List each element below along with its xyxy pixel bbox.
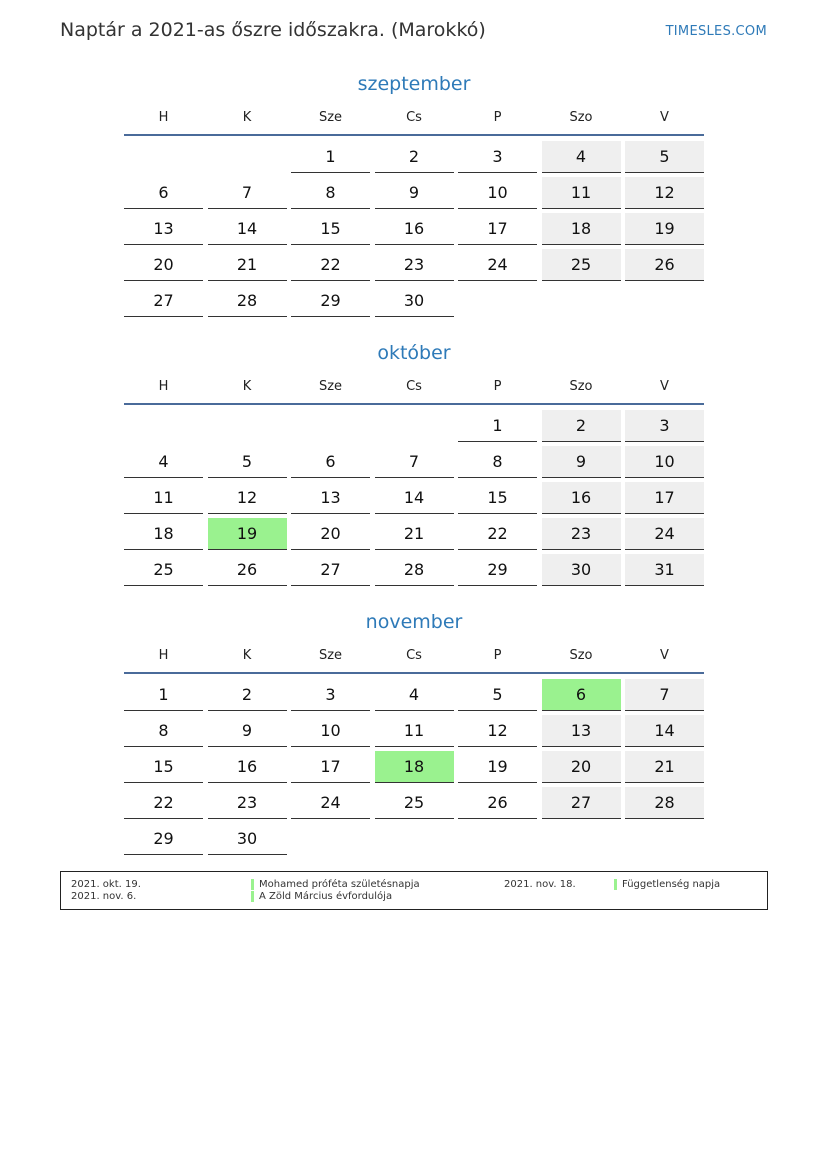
week-row (124, 285, 704, 317)
weekday-header (124, 108, 704, 136)
weekday-header (124, 646, 704, 674)
weekend-day-cell: 18 (542, 213, 621, 245)
weekend-day-cell: 14 (625, 715, 704, 747)
weekend-day-cell: 25 (542, 249, 621, 281)
day-cell: 12 (458, 715, 537, 747)
legend-entry (71, 891, 751, 903)
weekend-day-cell: 27 (542, 787, 621, 819)
month-calendar (124, 608, 704, 859)
day-cell: 8 (291, 177, 370, 209)
empty-day-cell (542, 823, 621, 855)
day-cell: 1 (291, 141, 370, 173)
page-title: Naptár a 2021-as őszre időszakra. (Marokkó) (60, 19, 486, 41)
weekday-label: H (158, 110, 169, 125)
empty-day-cell (375, 823, 454, 855)
weekday-label: Szo (569, 110, 593, 125)
day-cell: 3 (291, 679, 370, 711)
day-cell: 16 (375, 213, 454, 245)
weekday-label: V (660, 379, 669, 394)
weekday-label: V (660, 648, 669, 663)
weekend-day-cell: 19 (625, 213, 704, 245)
weekend-day-cell: 31 (625, 554, 704, 586)
weekend-day-cell: 24 (625, 518, 704, 550)
day-cell: 10 (458, 177, 537, 209)
day-cell: 17 (291, 751, 370, 783)
week-row (124, 823, 704, 855)
weekday-label: K (242, 110, 252, 125)
week-row (124, 679, 704, 711)
day-cell: 20 (291, 518, 370, 550)
weekend-day-cell: 13 (542, 715, 621, 747)
day-cell: 13 (124, 213, 203, 245)
month-title: október (377, 342, 451, 364)
legend-holiday-name: A Zöld Március évfordulója (259, 891, 393, 902)
day-cell: 14 (208, 213, 287, 245)
weekend-day-cell: 2 (542, 410, 621, 442)
day-cell: 5 (208, 446, 287, 478)
week-row (124, 177, 704, 209)
day-cell: 15 (291, 213, 370, 245)
weekend-day-cell: 21 (625, 751, 704, 783)
day-cell: 17 (458, 213, 537, 245)
week-row (124, 751, 704, 783)
weekday-label: Szo (569, 379, 593, 394)
weekday-label: K (242, 648, 252, 663)
weekday-label: V (660, 110, 669, 125)
weekend-day-cell: 17 (625, 482, 704, 514)
day-cell: 28 (208, 285, 287, 317)
weekday-header (124, 377, 704, 405)
weekend-day-cell: 10 (625, 446, 704, 478)
holiday-day-cell: 6 (542, 679, 621, 711)
week-row (124, 213, 704, 245)
day-cell: 2 (375, 141, 454, 173)
week-row (124, 482, 704, 514)
weekend-day-cell: 20 (542, 751, 621, 783)
weekday-label: Sze (318, 110, 343, 125)
legend-date: 2021. nov. 18. (504, 879, 576, 890)
day-cell: 12 (208, 482, 287, 514)
empty-day-cell (291, 410, 370, 442)
day-cell: 20 (124, 249, 203, 281)
weekday-label: Cs (406, 648, 422, 663)
week-row (124, 518, 704, 550)
empty-day-cell (542, 285, 621, 317)
week-row (124, 410, 704, 442)
weekend-day-cell: 3 (625, 410, 704, 442)
holiday-legend (60, 871, 768, 910)
day-cell: 1 (458, 410, 537, 442)
legend-date: 2021. okt. 19. (71, 879, 141, 890)
day-cell: 18 (124, 518, 203, 550)
weekday-label: P (493, 648, 502, 663)
empty-day-cell (375, 410, 454, 442)
empty-day-cell (124, 410, 203, 442)
day-cell: 25 (375, 787, 454, 819)
weekend-day-cell: 11 (542, 177, 621, 209)
holiday-day-cell: 19 (208, 518, 287, 550)
day-cell: 4 (124, 446, 203, 478)
weekday-label: H (158, 379, 169, 394)
day-cell: 22 (124, 787, 203, 819)
day-cell: 8 (458, 446, 537, 478)
month-calendar (124, 70, 704, 321)
empty-day-cell (625, 285, 704, 317)
weekend-day-cell: 4 (542, 141, 621, 173)
day-cell: 22 (291, 249, 370, 281)
day-cell: 4 (375, 679, 454, 711)
weekday-label: Szo (569, 648, 593, 663)
weekend-day-cell: 5 (625, 141, 704, 173)
weekend-day-cell: 12 (625, 177, 704, 209)
holiday-color-marker (251, 891, 254, 902)
day-cell: 7 (375, 446, 454, 478)
day-cell: 19 (458, 751, 537, 783)
empty-day-cell (124, 141, 203, 173)
day-cell: 10 (291, 715, 370, 747)
day-cell: 23 (208, 787, 287, 819)
day-cell: 11 (375, 715, 454, 747)
day-cell: 29 (458, 554, 537, 586)
site-link[interactable]: TIMESLES.COM (665, 24, 767, 39)
weekday-label: P (493, 110, 502, 125)
day-cell: 26 (208, 554, 287, 586)
day-cell: 28 (375, 554, 454, 586)
day-cell: 30 (375, 285, 454, 317)
weekend-day-cell: 16 (542, 482, 621, 514)
day-cell: 30 (208, 823, 287, 855)
day-cell: 13 (291, 482, 370, 514)
day-cell: 23 (375, 249, 454, 281)
week-row (124, 787, 704, 819)
legend-holiday-name: Függetlenség napja (622, 879, 721, 890)
day-cell: 21 (208, 249, 287, 281)
month-title: november (365, 611, 463, 633)
empty-day-cell (458, 285, 537, 317)
day-cell: 15 (124, 751, 203, 783)
empty-day-cell (208, 410, 287, 442)
weekday-label: K (242, 379, 252, 394)
holiday-day-cell: 18 (375, 751, 454, 783)
day-cell: 29 (291, 285, 370, 317)
day-cell: 6 (291, 446, 370, 478)
weekend-day-cell: 9 (542, 446, 621, 478)
day-cell: 9 (375, 177, 454, 209)
weekend-day-cell: 26 (625, 249, 704, 281)
day-cell: 16 (208, 751, 287, 783)
week-row (124, 446, 704, 478)
day-cell: 21 (375, 518, 454, 550)
holiday-color-marker (614, 879, 617, 890)
weekday-label: Cs (406, 379, 422, 394)
day-cell: 1 (124, 679, 203, 711)
day-cell: 15 (458, 482, 537, 514)
day-cell: 14 (375, 482, 454, 514)
empty-day-cell (458, 823, 537, 855)
day-cell: 24 (291, 787, 370, 819)
legend-holiday-name: Mohamed próféta születésnapja (259, 879, 420, 890)
legend-entry (504, 879, 764, 891)
day-cell: 24 (458, 249, 537, 281)
day-cell: 11 (124, 482, 203, 514)
day-cell: 27 (291, 554, 370, 586)
day-cell: 3 (458, 141, 537, 173)
day-cell: 8 (124, 715, 203, 747)
empty-day-cell (625, 823, 704, 855)
day-cell: 9 (208, 715, 287, 747)
day-cell: 22 (458, 518, 537, 550)
weekday-label: H (158, 648, 169, 663)
weekday-label: Sze (318, 648, 343, 663)
weekend-day-cell: 23 (542, 518, 621, 550)
week-row (124, 554, 704, 586)
legend-date: 2021. nov. 6. (71, 891, 137, 902)
day-cell: 25 (124, 554, 203, 586)
weekday-label: Sze (318, 379, 343, 394)
weekend-day-cell: 30 (542, 554, 621, 586)
week-row (124, 249, 704, 281)
day-cell: 7 (208, 177, 287, 209)
empty-day-cell (208, 141, 287, 173)
month-title: szeptember (357, 73, 471, 95)
week-row (124, 141, 704, 173)
weekday-label: Cs (406, 110, 422, 125)
weekend-day-cell: 7 (625, 679, 704, 711)
day-cell: 6 (124, 177, 203, 209)
day-cell: 29 (124, 823, 203, 855)
day-cell: 5 (458, 679, 537, 711)
day-cell: 26 (458, 787, 537, 819)
day-cell: 27 (124, 285, 203, 317)
holiday-color-marker (251, 879, 254, 890)
weekday-label: P (493, 379, 502, 394)
empty-day-cell (291, 823, 370, 855)
weekend-day-cell: 28 (625, 787, 704, 819)
month-calendar (124, 339, 704, 590)
day-cell: 2 (208, 679, 287, 711)
week-row (124, 715, 704, 747)
